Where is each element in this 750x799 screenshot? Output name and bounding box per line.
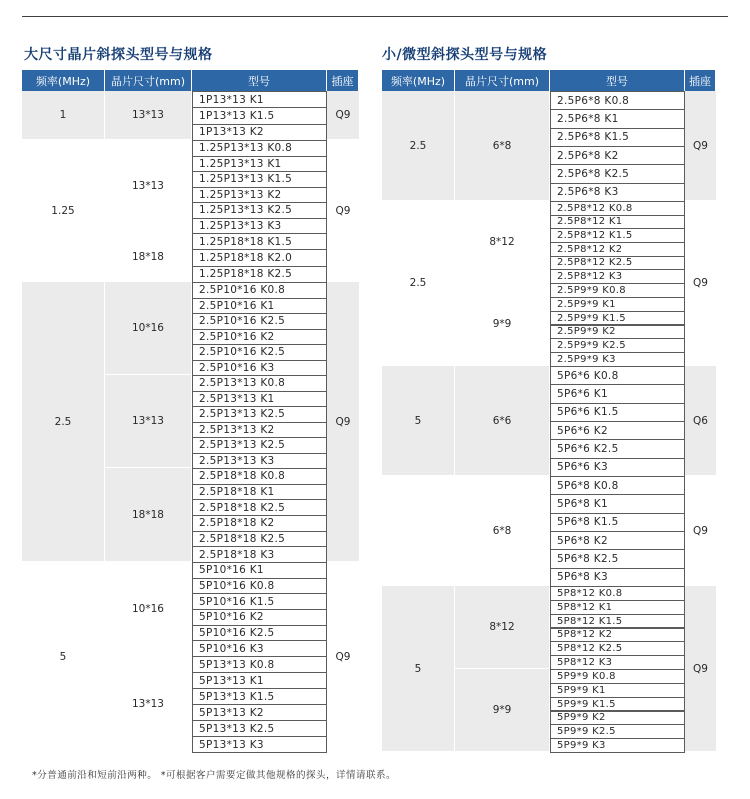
model-list	[550, 669, 685, 752]
model-row: 5P6*6 K1.5	[550, 403, 685, 422]
frequency-cell	[382, 476, 455, 586]
model-row: 1.25P13*13 K2	[192, 187, 327, 204]
model-row: 2.5P9*9 K3	[550, 352, 685, 367]
model-row: 2.5P10*16 K0.8	[192, 282, 327, 299]
model-row: 2.5P9*9 K2.5	[550, 338, 685, 353]
frequency-cell: 1.25	[22, 140, 105, 282]
model-row: 2.5P18*18 K2	[192, 515, 327, 532]
model-row: 2.5P6*8 K3	[550, 183, 685, 202]
model-row: 5P13*13 K2.5	[192, 720, 327, 737]
frequency-cell: 1	[22, 91, 105, 140]
frequency-cell: 2.5	[22, 282, 105, 562]
crystal-size-cell: 9*9	[455, 283, 550, 366]
model-row: 2.5P10*16 K2	[192, 329, 327, 346]
model-row: 1.25P13*13 K3	[192, 218, 327, 235]
model-row: 2.5P10*16 K2.5	[192, 313, 327, 330]
top-divider-line	[22, 16, 728, 17]
header-crystal-size: 晶片尺寸(mm)	[105, 70, 192, 91]
model-row: 5P8*12 K2.5	[550, 641, 685, 656]
footer-note: *分普通前沿和短前沿两种。 *可根据客户需要定做其他规格的探头，详情请联系。	[32, 770, 397, 781]
frequency-cell: 5	[22, 562, 105, 752]
socket-cell: Q9	[327, 91, 359, 140]
model-list	[192, 562, 327, 656]
model-row: 2.5P6*8 K2.5	[550, 164, 685, 183]
model-row: 2.5P18*18 K0.8	[192, 468, 327, 485]
model-row: 1P13*13 K1.5	[192, 107, 327, 124]
frequency-cell: 2.5	[382, 201, 455, 366]
socket-cell: Q9	[685, 586, 716, 752]
large-probe-spec-table	[22, 70, 359, 752]
model-row: 5P6*8 K2.5	[550, 549, 685, 568]
model-row: 5P10*16 K2	[192, 609, 327, 626]
model-row: 2.5P10*16 K3	[192, 360, 327, 377]
model-row: 5P13*13 K1	[192, 672, 327, 689]
model-row: 5P6*6 K3	[550, 458, 685, 477]
model-row: 5P10*16 K3	[192, 640, 327, 657]
model-row: 2.5P18*18 K3	[192, 546, 327, 563]
header-crystal-size: 晶片尺寸(mm)	[455, 70, 550, 91]
crystal-size-cell: 6*8	[455, 476, 550, 586]
small-probe-spec-table	[382, 70, 716, 752]
model-row: 5P13*13 K1.5	[192, 688, 327, 705]
model-row: 2.5P9*9 K1.5	[550, 311, 685, 326]
model-row: 2.5P8*12 K2	[550, 242, 685, 257]
model-row: 2.5P18*18 K1	[192, 484, 327, 501]
model-list	[550, 586, 685, 669]
model-row: 2.5P8*12 K1.5	[550, 228, 685, 243]
model-row: 2.5P8*12 K2.5	[550, 256, 685, 271]
header-frequency: 频率(MHz)	[22, 70, 105, 91]
model-row: 5P6*8 K1.5	[550, 513, 685, 532]
model-row: 2.5P10*16 K2.5	[192, 344, 327, 361]
model-row: 5P6*6 K0.8	[550, 366, 685, 385]
model-row: 5P10*16 K0.8	[192, 578, 327, 595]
crystal-size-cell: 10*16	[105, 282, 192, 375]
model-row: 1.25P18*18 K2.5	[192, 266, 327, 283]
model-list	[192, 140, 327, 233]
socket-cell: Q9	[327, 562, 359, 752]
model-row: 1.25P13*13 K1.5	[192, 171, 327, 188]
model-list	[550, 91, 685, 201]
model-row: 5P9*9 K2	[550, 711, 685, 726]
crystal-size-cell: 6*8	[455, 91, 550, 201]
model-row: 5P6*6 K2	[550, 421, 685, 440]
model-list	[192, 375, 327, 468]
model-row: 2.5P13*13 K0.8	[192, 375, 327, 392]
model-row: 5P8*12 K2	[550, 628, 685, 643]
model-row: 5P13*13 K3	[192, 736, 327, 753]
model-list	[192, 282, 327, 375]
model-row: 2.5P9*9 K1	[550, 297, 685, 312]
socket-cell: Q6	[685, 366, 716, 476]
model-row: 1.25P13*13 K1	[192, 156, 327, 173]
model-row: 2.5P6*8 K0.8	[550, 91, 685, 110]
small-probe-table-title: 小/微型斜探头型号与规格	[382, 47, 548, 63]
model-row: 2.5P13*13 K1	[192, 391, 327, 408]
socket-cell: Q9	[685, 201, 716, 366]
model-row: 2.5P8*12 K1	[550, 215, 685, 230]
model-list	[550, 476, 685, 586]
model-row: 5P9*9 K1	[550, 683, 685, 698]
crystal-size-cell: 8*12	[455, 586, 550, 669]
socket-cell: Q9	[685, 91, 716, 201]
header-frequency: 频率(MHz)	[382, 70, 455, 91]
model-row: 1.25P13*13 K2.5	[192, 202, 327, 219]
model-row: 1.25P18*18 K2.0	[192, 249, 327, 266]
model-list	[550, 283, 685, 366]
crystal-size-cell: 18*18	[105, 468, 192, 562]
header-socket: 插座	[327, 70, 359, 91]
model-row: 2.5P8*12 K3	[550, 269, 685, 284]
model-row: 2.5P13*13 K2.5	[192, 437, 327, 454]
model-row: 5P8*12 K3	[550, 655, 685, 670]
model-row: 2.5P6*8 K2	[550, 146, 685, 165]
crystal-size-cell: 13*13	[105, 140, 192, 233]
model-row: 5P6*6 K2.5	[550, 439, 685, 458]
header-model: 型号	[550, 70, 685, 91]
model-row: 5P13*13 K0.8	[192, 656, 327, 673]
crystal-size-cell: 9*9	[455, 669, 550, 752]
model-row: 2.5P18*18 K2.5	[192, 499, 327, 516]
model-row: 2.5P13*13 K2.5	[192, 406, 327, 423]
model-row: 5P9*9 K1.5	[550, 697, 685, 712]
model-row: 5P8*12 K0.8	[550, 586, 685, 601]
model-row: 2.5P9*9 K0.8	[550, 283, 685, 298]
model-row: 5P6*8 K1	[550, 494, 685, 513]
socket-cell: Q9	[685, 476, 716, 586]
model-row: 5P8*12 K1	[550, 600, 685, 615]
model-row: 1P13*13 K1	[192, 91, 327, 108]
header-model: 型号	[192, 70, 327, 91]
model-row: 5P6*8 K3	[550, 568, 685, 587]
crystal-size-cell: 18*18	[105, 233, 192, 282]
crystal-size-cell: 8*12	[455, 201, 550, 283]
frequency-cell: 2.5	[382, 91, 455, 201]
model-row: 2.5P8*12 K0.8	[550, 201, 685, 216]
model-row: 5P10*16 K2.5	[192, 625, 327, 642]
model-row: 5P8*12 K1.5	[550, 614, 685, 629]
socket-cell: Q9	[327, 282, 359, 562]
model-list	[192, 468, 327, 562]
model-row: 5P10*16 K1.5	[192, 593, 327, 610]
model-list	[192, 91, 327, 140]
socket-cell: Q9	[327, 140, 359, 282]
crystal-size-cell: 13*13	[105, 656, 192, 752]
model-list	[550, 366, 685, 476]
crystal-size-cell: 13*13	[105, 91, 192, 140]
frequency-cell: 5	[382, 366, 455, 476]
model-row: 5P6*6 K1	[550, 384, 685, 403]
model-row: 5P9*9 K0.8	[550, 669, 685, 684]
model-row: 5P6*8 K0.8	[550, 476, 685, 495]
model-list	[192, 233, 327, 282]
large-probe-table-title: 大尺寸晶片斜探头型号与规格	[24, 47, 213, 63]
header-socket: 插座	[685, 70, 716, 91]
model-list	[192, 656, 327, 752]
crystal-size-cell: 6*6	[455, 366, 550, 476]
model-row: 2.5P13*13 K3	[192, 453, 327, 470]
model-row: 2.5P9*9 K2	[550, 325, 685, 340]
model-row: 5P9*9 K3	[550, 738, 685, 753]
model-row: 2.5P13*13 K2	[192, 422, 327, 439]
model-row: 5P6*8 K2	[550, 531, 685, 550]
model-row: 1.25P13*13 K0.8	[192, 140, 327, 157]
model-row: 5P13*13 K2	[192, 704, 327, 721]
model-list	[550, 201, 685, 283]
model-row: 5P9*9 K2.5	[550, 724, 685, 739]
model-row: 2.5P18*18 K2.5	[192, 531, 327, 548]
crystal-size-cell: 10*16	[105, 562, 192, 656]
frequency-cell: 5	[382, 586, 455, 752]
crystal-size-cell: 13*13	[105, 375, 192, 468]
model-row: 1P13*13 K2	[192, 124, 327, 141]
model-row: 2.5P6*8 K1.5	[550, 128, 685, 147]
model-row: 2.5P10*16 K1	[192, 298, 327, 315]
model-row: 5P10*16 K1	[192, 562, 327, 579]
model-row: 2.5P6*8 K1	[550, 109, 685, 128]
model-row: 1.25P18*18 K1.5	[192, 233, 327, 250]
